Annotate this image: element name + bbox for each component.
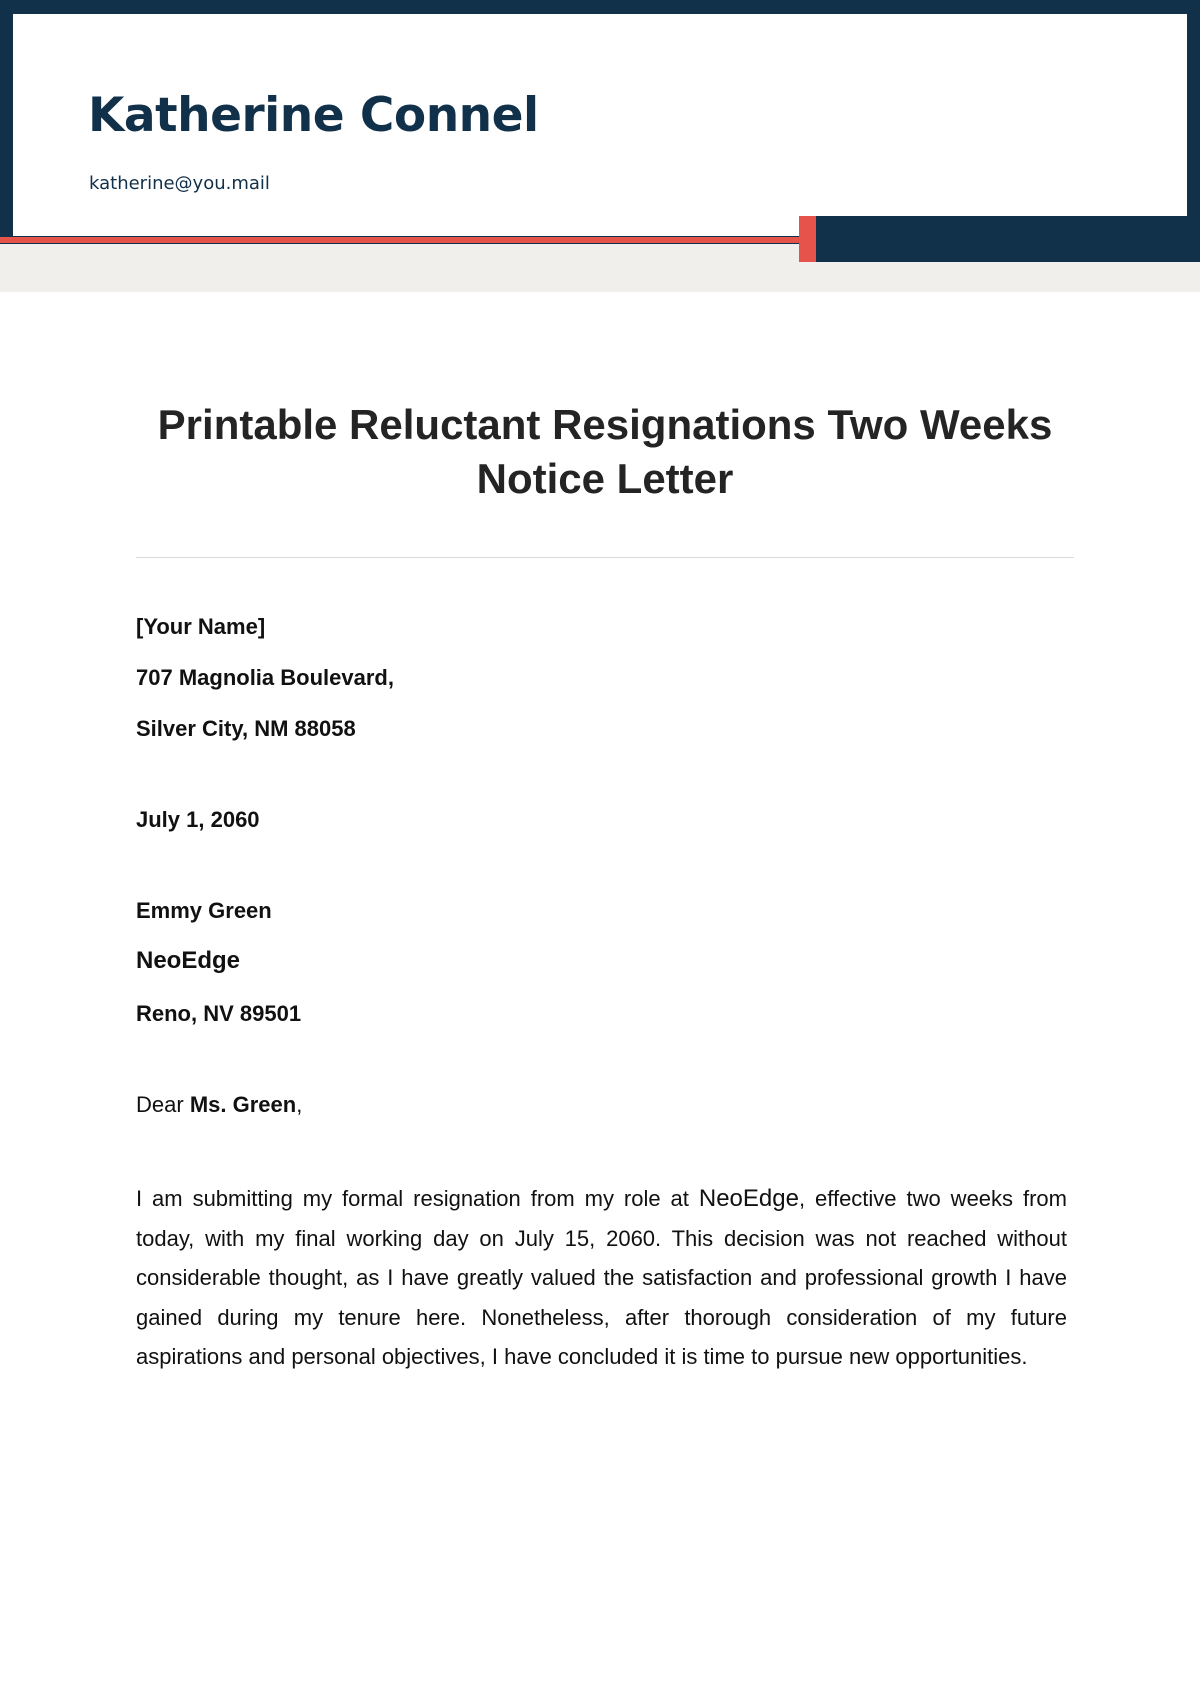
header-name: Katherine Connel [88,88,539,143]
body-company: NeoEdge [698,1185,799,1212]
salutation [136,1090,302,1120]
recipient-name: Emmy Green [136,898,272,923]
header-accent-line [0,237,816,243]
sender-address-line2: Silver City, NM 88058 [136,716,356,741]
title-divider [136,557,1074,558]
header-corner-block [816,216,1200,262]
header-email: katherine@you.mail [89,173,270,194]
salutation-name: Ms. Green [189,1092,297,1117]
salutation-prefix: Dear [136,1092,184,1117]
sender-address-line1: 707 Magnolia Boulevard, [136,665,394,690]
sender-name: [Your Name] [136,614,266,639]
recipient-city: Reno, NV 89501 [136,1001,302,1026]
header-card-extension [13,216,799,236]
body-paragraph [136,1179,1067,1377]
document-title: Printable Reluctant Resignations Two Weeks Notice Letter [157,401,1053,502]
letter-date: July 1, 2060 [136,807,260,832]
body-part2: , effective two weeks from today, with my final working day on July 15, 2060. This decision was not reached without considerable thought, as I have greatly valued the satisfaction and professional growth I have gained during my tenure here. Nonetheless, after thorough consideration of my future aspirations and personal objectives, I have concluded it is time to pursue new opportunities. [136,1186,1067,1369]
body-part1: I am submitting my formal resignation from my role at [136,1186,689,1211]
recipient-company: NeoEdge [136,947,241,974]
header-accent-block [799,216,816,262]
salutation-suffix: , [296,1092,303,1117]
